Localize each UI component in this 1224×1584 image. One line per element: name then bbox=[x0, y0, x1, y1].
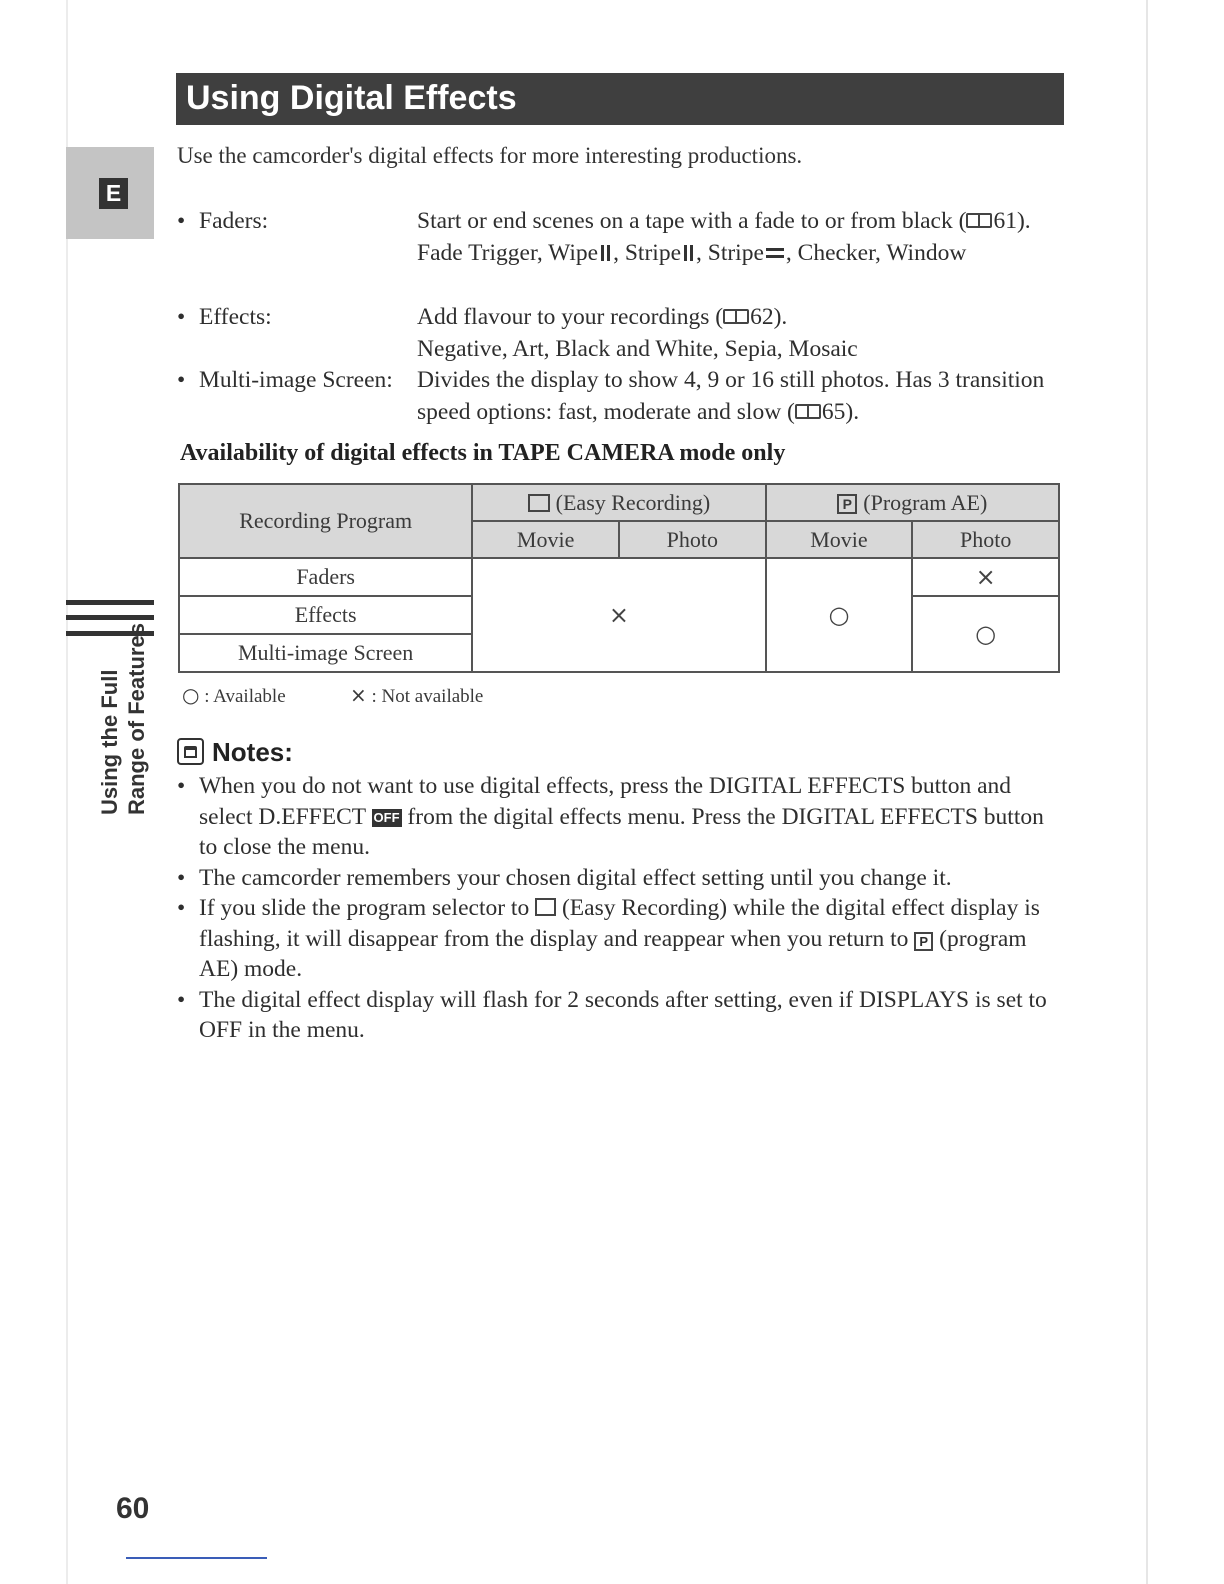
table-corner-header: Recording Program bbox=[179, 484, 472, 558]
wipe-icon bbox=[601, 245, 610, 261]
table-cell bbox=[766, 558, 913, 672]
page-footer-rule bbox=[126, 1557, 267, 1559]
program-ae-icon: P bbox=[914, 932, 933, 951]
notes-heading: Notes: bbox=[177, 737, 293, 768]
note-item: • If you slide the program selector to (Easy Recording) while the digital effect display is flashing, it will disappear from the display and reappear when you return to P (program AE) mode. bbox=[177, 895, 1040, 982]
column-header: Movie bbox=[766, 521, 913, 558]
table-cell bbox=[472, 558, 765, 672]
availability-table bbox=[178, 483, 1060, 673]
book-reference-icon bbox=[795, 404, 821, 419]
note-item: • When you do not want to use digital effects, press the DIGITAL EFFECTS button and select D.EFFECT OFF from the digital effects menu. Press the DIGITAL EFFECTS button to close the menu. bbox=[177, 773, 1044, 860]
book-reference-icon bbox=[723, 309, 749, 324]
table-cell bbox=[912, 596, 1059, 672]
program-ae-icon: P bbox=[837, 494, 857, 514]
available-mark: ○ bbox=[828, 601, 850, 629]
easy-recording-icon bbox=[535, 898, 556, 916]
stripe-horizontal-icon bbox=[766, 248, 784, 258]
note-item: • The digital effect display will flash for 2 seconds after setting, even if DISPLAYS is set to OFF in the menu. bbox=[177, 986, 1047, 1043]
language-tab-label: E bbox=[99, 178, 128, 209]
feature-multi-image: • Multi-image Screen: Divides the display to show 4, 9 or 16 still photos. Has 3 transition speed options: fast, moderate and slow ( 65). bbox=[177, 365, 1057, 429]
d-effect-off-icon: OFF bbox=[373, 809, 400, 825]
feature-label: Faders: bbox=[199, 208, 269, 234]
book-reference-icon bbox=[966, 213, 992, 228]
easy-recording-icon bbox=[528, 494, 550, 512]
section-side-label: Using the Full Range of Features bbox=[97, 623, 149, 815]
feature-effects: • Effects: Add flavour to your recordings ( 62). Negative, Art, Black and White, Sepia, Mosaic bbox=[177, 302, 1057, 366]
feature-description: Divides the display to show 4, 9 or 16 still photos. Has 3 transition speed options: fast, moderate and slow ( 65). bbox=[417, 367, 1045, 425]
page-title: Using Digital Effects bbox=[176, 73, 1064, 125]
easy-recording-header: (Easy Recording) bbox=[472, 484, 765, 521]
page-reference: 61 bbox=[993, 208, 1017, 234]
feature-faders: • Faders: Start or end scenes on a tape with a fade to or from black ( 61). Fade Trigger, Wipe , Stripe , Stripe , Checker, Window bbox=[177, 206, 1057, 302]
column-header: Photo bbox=[619, 521, 766, 558]
column-header: Photo bbox=[912, 521, 1059, 558]
row-label: Faders bbox=[179, 558, 472, 596]
legend-not-available: × : Not available bbox=[350, 683, 484, 707]
available-mark: ○ bbox=[975, 620, 997, 648]
feature-label: Effects: bbox=[199, 304, 272, 330]
feature-label: Multi-image Screen: bbox=[199, 367, 393, 393]
page-reference: 62 bbox=[750, 304, 774, 330]
scan-edge-right bbox=[1146, 0, 1148, 1584]
table-cell bbox=[912, 558, 1059, 596]
not-available-mark: × bbox=[608, 601, 629, 629]
row-label: Multi-image Screen bbox=[179, 634, 472, 672]
feature-description: Start or end scenes on a tape with a fade to or from black ( 61). Fade Trigger, Wipe , Stripe , Stripe , Checker, Window bbox=[417, 208, 1031, 266]
note-item: • The camcorder remembers your chosen digital effect setting until you change it. bbox=[177, 864, 952, 891]
column-header: Movie bbox=[472, 521, 619, 558]
notes-list bbox=[177, 771, 1067, 1046]
stripe-vertical-icon bbox=[684, 245, 693, 261]
notes-icon bbox=[177, 738, 204, 765]
row-label: Effects bbox=[179, 596, 472, 634]
intro-text: Use the camcorder's digital effects for more interesting productions. bbox=[177, 143, 803, 168]
page-number: 60 bbox=[116, 1492, 150, 1525]
feature-description: Add flavour to your recordings ( 62). Negative, Art, Black and White, Sepia, Mosaic bbox=[417, 304, 858, 362]
legend-available: ○ : Available bbox=[182, 683, 286, 707]
not-available-mark: × bbox=[975, 563, 996, 591]
table-heading: Availability of digital effects in TAPE CAMERA mode only bbox=[180, 440, 786, 466]
program-ae-header: P (Program AE) bbox=[766, 484, 1059, 521]
page-reference: 65 bbox=[821, 398, 846, 425]
